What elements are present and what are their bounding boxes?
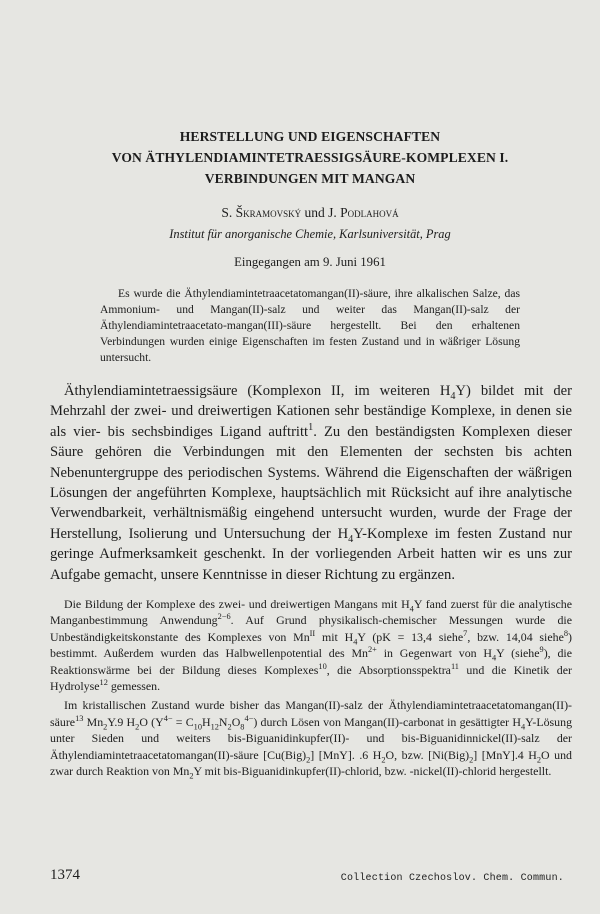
institute-affiliation: Institut für anorganische Chemie, Karlsuniversität, Prag: [169, 227, 451, 241]
title-line-2: VON ÄTHYLENDIAMINTETRAESSIGSÄURE-KOMPLEXEN I.: [111, 150, 509, 165]
page-number: 1374: [50, 867, 80, 883]
journal-name: Collection Czechoslov. Chem. Commun.: [340, 873, 564, 884]
body-paragraph-1: Äthylendiamintetraessigsäure (Komplexon II, im weiteren $H_4Y$) bildet mit der Mehrzahl der zwei- und dreiwertigen Kationen sehr beständige Komplexe, in denen sie als vier- bis sechsbindiges Ligand auftritt$^1$. Zu den beständigsten Komplexen dieser Säure gehören die Verbindungen mit den Elementen der sechsten bis achten Nebenuntergruppe des periodischen Systems. Während die Eigenschaften der wäßrigen Lösungen der angeführten Komplexe, hauptsächlich mit Rücksicht auf ihre analytische Verwendbarkeit, verhältnismäßig eingehend untersucht wurden, wurde der Frage der Herstellung, Isolierung und Untersuchung der $H_4Y$-Komplexe im festen Zustand nur geringe Aufmerksamkeit geschenkt. In der vorliegenden Arbeit hatten wir es uns zur Aufgabe gemacht, unsere Kenntnisse in dieser Richtung zu ergänzen.: [50, 383, 573, 583]
title-line-1: HERSTELLUNG UND EIGENSCHAFTEN: [179, 129, 441, 144]
abstract-text: Es wurde die Äthylendiamintetraacetatomangan(II)-säure, ihre alkalischen Salze, das Ammonium- und Mangan(II)-salz und weiter das Mangan(II)-salz der Äthylendiamintetraacetato-mangan(III)-säure hergestellt. Bei den erhaltenen Verbindungen wurden einige Eigenschaften im festen Zustand und in wäßriger Lösung untersucht.: [100, 287, 520, 365]
received-date: Eingegangen am 9. Juni 1961: [234, 255, 386, 269]
title-line-3: VERBINDUNGEN MIT MANGAN: [204, 171, 416, 186]
body-paragraph-3: Im kristallischen Zustand wurde bisher das Mangan(II)-salz der Äthylendiamintetraacetatomangan(II)-säure$^{13}$ $Mn_2Y.9$ $H_2O$ $(Y^{4-} = C_{10}H_{12}N_2O_8^{4-})$ durch Lösen von Mangan(II)-carbonat in gesättigter $H_4Y$-Lösung unter Sieden und weiters bis-Biguanidinkupfer(II)- und bis-Biguanidinnickel(II)-salz der Äthylendiamintetraacetatomangan(II)-säure $[Cu(Big)_2]$ [MnY]. .6 $H_2O$, bzw. $[Ni(Big)_2]$ [MnY].4 $H_2O$ und zwar durch Reaktion von $Mn_2Y$ mit bis-Biguanidinkupfer(II)-chlorid, bzw. -nickel(II)-chlorid hergestellt.: [50, 698, 573, 781]
small-text-block: [50, 596, 572, 782]
body-paragraph-2: Die Bildung der Komplexe des zwei- und dreiwertigen Mangans mit $H_4Y$ fand zuerst für die analytische Manganbestimmung Anwendung$^{2-6}$. Auf Grund physikalisch-chemischer Messungen wurde die Unbeständigkeitskonstante des Komplexes von $Mn^{II}$ mit $H_4Y$ (pK = 13,4 siehe$^7$, bzw. 14,04 siehe$^8$) bestimmt. Außerdem wurden das Halbwellenpotential des $Mn^{2+}$ in Gegenwart von $H_4Y$ (siehe$^9$), die Reaktionswärme bei der Bildung dieses Komplexes$^{10}$, die Absorptionsspektra$^{11}$ und die Kinetik der Hydrolyse$^{12}$ gemessen.: [50, 597, 573, 694]
article-title: [40, 126, 580, 189]
abstract: [100, 286, 520, 366]
author-line: S. Škramovský und J. Podlahová: [221, 205, 399, 220]
